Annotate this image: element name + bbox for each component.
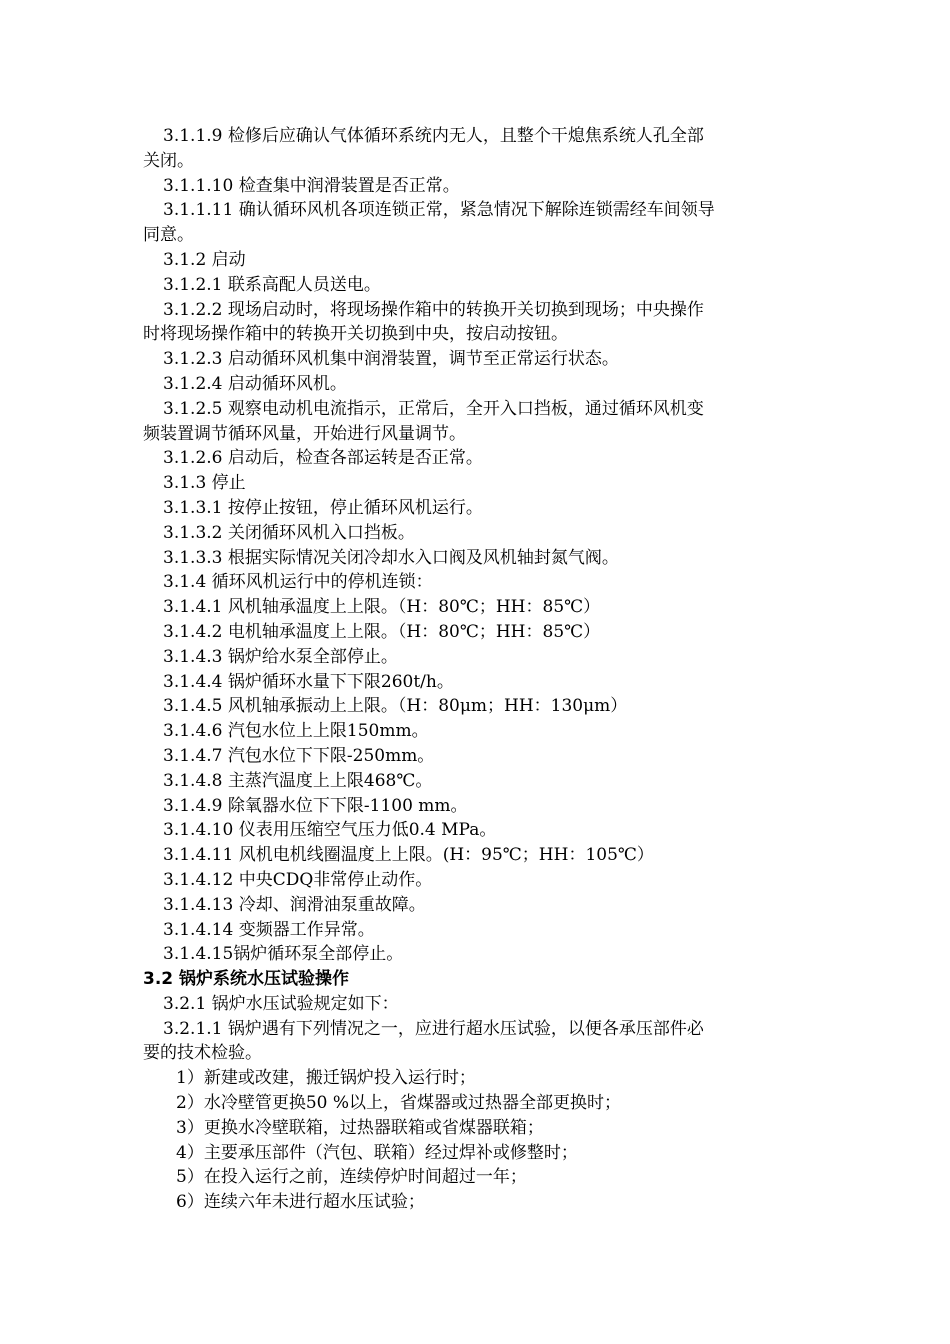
text-line: 3.1.1.10 检查集中润滑装置是否正常。 <box>163 175 460 196</box>
text-line: 3.1.4.2 电机轴承温度上上限。（H：80℃；HH：85℃） <box>163 621 601 642</box>
text-line: 5）在投入运行之前，连续停炉时间超过一年； <box>176 1167 527 1188</box>
text-line: 同意。 <box>143 225 194 246</box>
text-line: 3.1.3 停止 <box>163 473 246 494</box>
text-line: 3.1.4.3 锅炉给水泵全部停止。 <box>163 646 398 667</box>
text-line: 3.1.4.14 变频器工作异常。 <box>163 919 375 940</box>
text-line: 3.1.3.2 关闭循环风机入口挡板。 <box>163 522 415 543</box>
text-line: 3.1.2.1 联系高配人员送电。 <box>163 274 381 295</box>
text-line: 3.1.2.2 现场启动时，将现场操作箱中的转换开关切换到现场；中央操作 <box>163 299 704 320</box>
text-line: 3.2.1.1 锅炉遇有下列情况之一，应进行超水压试验，以便各承压部件必 <box>163 1018 704 1039</box>
text-line: 3.1.4.11 风机电机线圈温度上上限。(H：95℃；HH：105℃） <box>163 845 654 866</box>
text-line: 时将现场操作箱中的转换开关切换到中央，按启动按钮。 <box>143 324 568 345</box>
text-line: 3.1.4.15锅炉循环泵全部停止。 <box>163 944 404 965</box>
text-line: 频装置调节循环风量，开始进行风量调节。 <box>143 423 466 444</box>
document-body <box>143 124 808 1215</box>
text-line: 1）新建或改建，搬迁锅炉投入运行时； <box>176 1068 476 1089</box>
text-line: 2）水冷壁管更换50 %以上，省煤器或过热器全部更换时； <box>176 1093 622 1114</box>
text-line: 3.1.2.4 启动循环风机。 <box>163 373 347 394</box>
text-line: 3.1.4 循环风机运行中的停机连锁： <box>163 572 433 593</box>
text-line: 3.1.4.9 除氧器水位下下限-1100 mm。 <box>163 795 468 816</box>
text-line: 3.2.1 锅炉水压试验规定如下： <box>163 993 399 1014</box>
text-line: 3.1.4.6 汽包水位上上限150mm。 <box>163 721 429 742</box>
text-line: 4）主要承压部件（汽包、联箱）经过焊补或修整时； <box>176 1142 578 1163</box>
text-line: 3.1.4.13 冷却、润滑油泵重故障。 <box>163 894 426 915</box>
text-line: 3.1.2.6 启动后，检查各部运转是否正常。 <box>163 448 483 469</box>
text-line: 3）更换水冷壁联箱，过热器联箱或省煤器联箱； <box>176 1117 544 1138</box>
text-line: 要的技术检验。 <box>143 1043 262 1064</box>
text-line: 3.1.1.9 检修后应确认气体循环系统内无人，且整个干熄焦系统人孔全部 <box>163 126 704 146</box>
text-line: 3.1.2.5 观察电动机电流指示，正常后，全开入口挡板，通过循环风机变 <box>163 398 704 419</box>
text-line: 3.1.3.1 按停止按钮，停止循环风机运行。 <box>163 497 483 518</box>
text-line: 3.1.4.10 仪表用压缩空气压力低0.4 MPa。 <box>163 820 497 841</box>
text-line: 6）连续六年未进行超水压试验； <box>176 1192 425 1213</box>
text-line: 3.1.4.5 风机轴承振动上上限。（H：80μm；HH：130μm） <box>163 696 628 717</box>
text-line: 3.1.3.3 根据实际情况关闭冷却水入口阀及风机轴封氮气阀。 <box>163 547 619 568</box>
text-line: 3.1.2 启动 <box>163 249 246 270</box>
text-line: 3.1.4.8 主蒸汽温度上上限468℃。 <box>163 770 433 791</box>
text-line: 3.1.4.4 锅炉循环水量下下限260t/h。 <box>163 671 454 692</box>
text-line: 3.1.4.1 风机轴承温度上上限。（H：80℃；HH：85℃） <box>163 597 601 618</box>
text-line: 3.1.4.7 汽包水位下下限-250mm。 <box>163 745 435 766</box>
text-line: 3.1.2.3 启动循环风机集中润滑装置，调节至正常运行状态。 <box>163 349 619 370</box>
text-line: 关闭。 <box>143 150 194 171</box>
section-heading: 3.2 锅炉系统水压试验操作 <box>143 969 350 990</box>
text-line: 3.1.4.12 中央CDQ非常停止动作。 <box>163 869 433 890</box>
text-line: 3.1.1.11 确认循环风机各项连锁正常，紧急情况下解除连锁需经车间领导 <box>163 200 715 221</box>
